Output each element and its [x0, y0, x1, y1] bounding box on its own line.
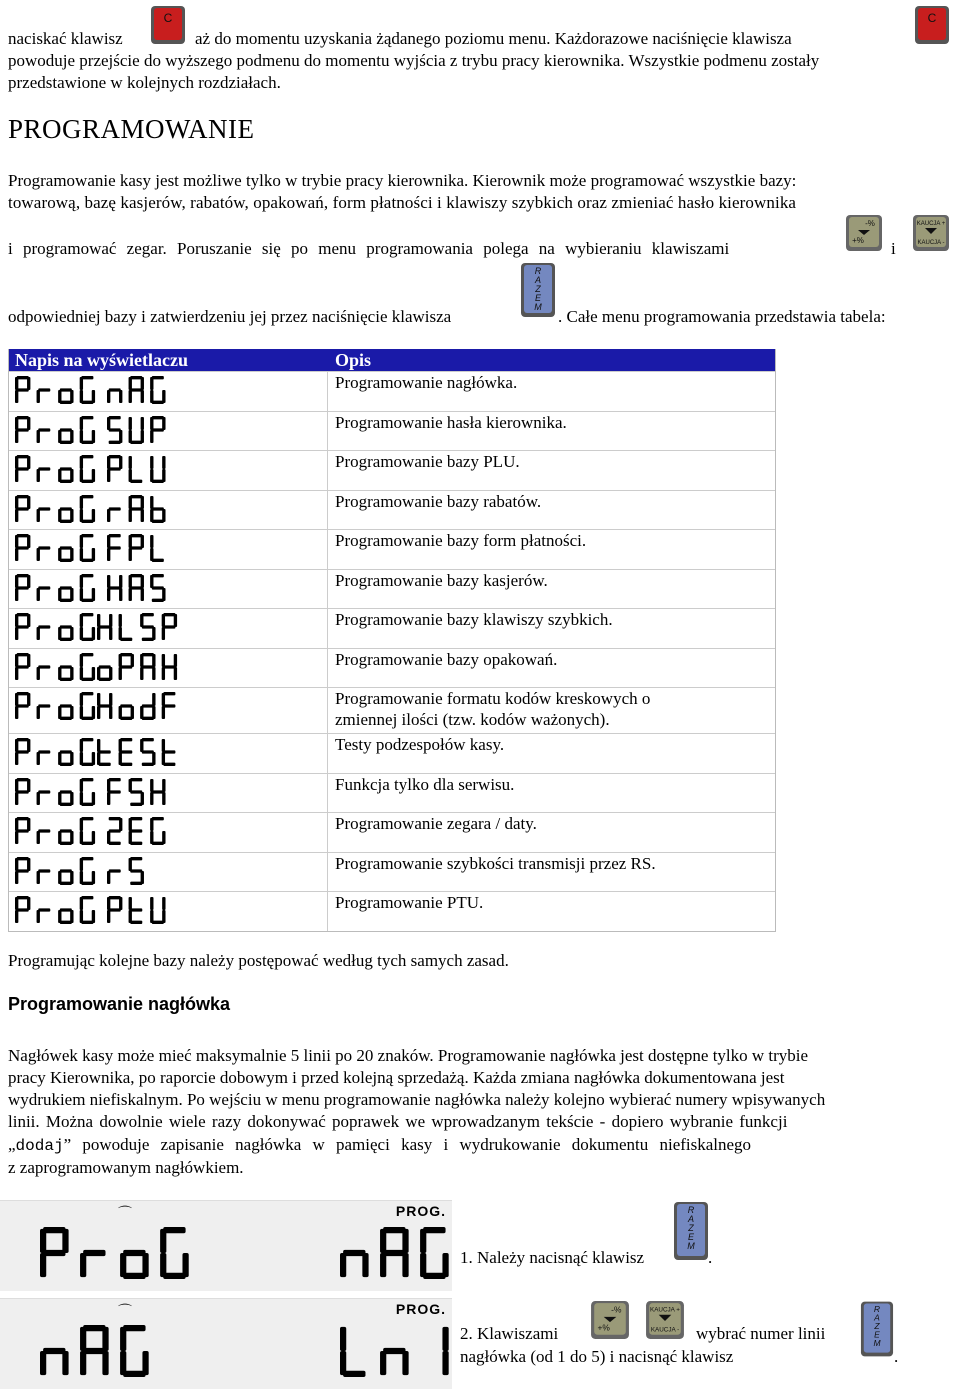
svg-text:A: A — [874, 1312, 880, 1323]
table-row — [9, 411, 775, 451]
description-line: Programowanie nagłówka. — [335, 373, 518, 392]
display-cell — [9, 372, 328, 411]
razem-key-icon — [860, 1298, 894, 1360]
display-word-right — [107, 416, 172, 451]
header-display: Napis na wyświetlaczu — [15, 350, 189, 370]
display-word-left — [15, 495, 101, 530]
display-word-left — [15, 653, 101, 688]
subsection-title: Programowanie nagłówka — [8, 994, 231, 1014]
step-1: 1. Należy nacisnąć klawisz — [460, 1248, 645, 1267]
description-cell — [335, 688, 771, 730]
display-word-right — [107, 455, 172, 490]
table-header — [9, 349, 775, 371]
svg-text:A: A — [687, 1214, 695, 1224]
display-word-right — [107, 857, 150, 892]
para2-line-1: Nagłówek kasy może mieć maksymalnie 5 linii po 20 znaków. Programowanie nagłówka jest dostępne tylko w trybie — [8, 1046, 809, 1065]
description-cell — [335, 491, 771, 512]
display-cell — [9, 688, 328, 733]
display-word-right — [107, 896, 172, 931]
display-cell — [9, 609, 328, 648]
description-line: Programowanie bazy rabatów. — [335, 491, 542, 511]
svg-text:KAUCJA +: KAUCJA + — [650, 1306, 680, 1314]
display-word-left — [15, 376, 101, 411]
table-row — [9, 608, 775, 648]
display-word-left — [15, 416, 101, 451]
description-line: Programowanie zegara / daty. — [335, 814, 537, 833]
svg-text:-%: -% — [865, 219, 875, 228]
svg-text:+%: +% — [597, 1322, 610, 1333]
display-word-left — [15, 896, 101, 931]
svg-text:Z: Z — [688, 1223, 694, 1233]
table-row — [9, 852, 775, 892]
display-word-left — [15, 455, 101, 490]
table-row — [9, 773, 775, 813]
table-row — [9, 648, 775, 688]
table-row — [9, 687, 775, 733]
description-cell — [335, 649, 771, 670]
table-row — [9, 529, 775, 569]
description-line: Programowanie bazy form płatności. — [335, 531, 587, 550]
display-word-right — [107, 574, 172, 609]
step-1-end: . — [708, 1248, 713, 1267]
svg-text:R: R — [534, 266, 542, 276]
description-cell — [335, 372, 771, 393]
description-cell — [335, 412, 771, 433]
description-cell — [335, 530, 771, 551]
menu-table — [8, 349, 776, 932]
display-word-right — [107, 817, 172, 852]
display-cell — [9, 412, 328, 451]
para2-line-6: z zaprogramowanym nagłówkiem. — [8, 1158, 244, 1177]
c-key-icon — [150, 5, 186, 45]
svg-text:R: R — [873, 1304, 881, 1314]
para2-line-5: „dodaj” powoduje zapisanie nagłówka w pamięci kasy i wydrukowanie dokumentu niefiskalnego — [8, 1135, 752, 1155]
svg-text:E: E — [874, 1329, 880, 1340]
intro-line-2: powoduje przejście do wyższego podmenu do momentu wyjścia z trybu pracy kierownika. Wszystkie podmenu zostały — [8, 51, 820, 70]
display-word-left — [15, 857, 101, 892]
display-cell — [9, 530, 328, 569]
signal-icon: ⌒ — [118, 1305, 132, 1320]
svg-text:C: C — [927, 11, 937, 25]
prog-indicator: PROG. — [395, 1301, 446, 1317]
description-line: Programowanie PTU. — [335, 893, 484, 912]
svg-text:Z: Z — [874, 1321, 880, 1331]
display-word-left — [15, 738, 101, 773]
description-cell — [335, 813, 771, 834]
description-cell — [335, 570, 771, 591]
description-line: Testy podzespołów kasy. — [335, 735, 505, 754]
svg-text:KAUCJA +: KAUCJA + — [916, 221, 946, 227]
description-cell — [335, 853, 771, 874]
svg-text:KAUCJA -: KAUCJA - — [917, 240, 945, 246]
kaucja-key-icon — [645, 1300, 685, 1340]
after-table-text: Programując kolejne bazy należy postępować według tych samych zasad. — [8, 951, 509, 970]
prog-indicator: PROG. — [395, 1203, 446, 1219]
display-word-left — [15, 817, 101, 852]
table-row — [9, 891, 775, 931]
table-row — [9, 490, 775, 530]
display-word-right — [107, 778, 172, 813]
display-word-right — [107, 376, 172, 411]
description-line: Programowanie bazy PLU. — [335, 452, 520, 471]
description-line: Programowanie formatu kodów kreskowych o — [335, 689, 651, 708]
svg-text:A: A — [534, 275, 542, 285]
description-cell — [335, 451, 771, 472]
description-line: Programowanie hasła kierownika. — [335, 412, 567, 432]
svg-text:R: R — [687, 1205, 695, 1215]
table-row — [9, 450, 775, 490]
table-row — [9, 371, 775, 411]
razem-key-icon — [520, 262, 556, 318]
description-line: Programowanie bazy klawiszy szybkich. — [335, 610, 613, 629]
percent-key-icon — [590, 1300, 630, 1340]
intro-line-1b: aż do momentu uzyskania żądanego poziomu menu. Każdorazowe naciśnięcie klawisza — [195, 29, 792, 48]
svg-text:M: M — [873, 1338, 881, 1348]
kaucja-key-icon — [912, 214, 950, 252]
c-key-icon-2 — [914, 5, 950, 45]
display-word-right — [107, 495, 172, 530]
step-2-end: . — [894, 1347, 899, 1366]
para1-line-3b: i — [891, 239, 896, 258]
table-row — [9, 569, 775, 609]
para1-line-1: Programowanie kasy jest możliwe tylko w trybie pracy kierownika. Kierownik może programować wszystkie bazy: — [8, 171, 797, 190]
svg-text:Z: Z — [535, 284, 541, 294]
svg-text:KAUCJA -: KAUCJA - — [650, 1326, 680, 1334]
panel-2-left — [40, 1325, 160, 1384]
description-line: Programowanie szybkości transmisji przez RS. — [335, 853, 656, 873]
razem-key-icon — [673, 1201, 709, 1261]
display-panel-1 — [0, 1200, 452, 1291]
display-word-left — [15, 534, 101, 569]
para1-line-4b: . Całe menu programowania przedstawia tabela: — [558, 307, 886, 326]
table-row — [9, 733, 775, 773]
display-cell — [9, 892, 328, 931]
section-title: PROGRAMOWANIE — [8, 114, 255, 144]
percent-key-icon — [845, 214, 883, 252]
para2-line-4: linii. Można dowolnie wiele razy dokonywać poprawek we wprowadzanym tekście - dopiero wybranie funkcji — [8, 1112, 788, 1131]
description-cell — [335, 734, 771, 755]
display-word-right — [97, 653, 183, 688]
svg-text:C: C — [163, 11, 173, 25]
para2-line-3: wydrukiem niefiskalnym. Po wejściu w menu programowanie nagłówka należy kolejno wybierać numery wpisywanych — [8, 1090, 826, 1109]
code-dodaj: dodaj — [15, 1137, 64, 1155]
step-2c: nagłówka (od 1 do 5) i nacisnąć klawisz — [460, 1347, 734, 1366]
display-word-right — [97, 613, 183, 648]
panel-1-left — [40, 1227, 200, 1286]
svg-text:M: M — [534, 302, 542, 312]
description-line: Programowanie bazy kasjerów. — [335, 570, 548, 590]
display-word-left — [15, 574, 101, 609]
step-2a: 2. Klawiszami — [460, 1324, 559, 1343]
step-2b: wybrać numer linii — [696, 1324, 826, 1343]
display-panel-2 — [0, 1298, 452, 1389]
display-word-right — [107, 534, 172, 569]
intro-line-3: przedstawione w kolejnych rozdziałach. — [8, 73, 281, 92]
table-row — [9, 812, 775, 852]
svg-text:E: E — [687, 1232, 695, 1242]
svg-text:-%: -% — [611, 1304, 622, 1315]
signal-icon: ⌒ — [118, 1207, 132, 1222]
description-line: zmiennej ilości (tzw. kodów ważonych). — [335, 710, 610, 729]
para1-line-3: i programować zegar. Poruszanie się po menu programowania polega na wybieraniu klawiszami — [8, 239, 730, 258]
svg-text:M: M — [687, 1241, 695, 1251]
description-cell — [335, 609, 771, 630]
panel-1-right — [340, 1227, 460, 1286]
display-word-right — [97, 692, 183, 727]
description-line: Programowanie bazy opakowań. — [335, 649, 558, 669]
display-cell — [9, 451, 328, 490]
display-word-left — [15, 692, 101, 727]
display-cell — [9, 853, 328, 892]
intro-line-1: naciskać klawisz — [8, 29, 123, 48]
display-cell — [9, 774, 328, 813]
svg-text:+%: +% — [852, 236, 864, 245]
display-cell — [9, 734, 328, 773]
para1-line-4: odpowiedniej bazy i zatwierdzeniu jej przez naciśnięcie klawisza — [8, 307, 452, 326]
display-word-left — [15, 613, 101, 648]
display-word-right — [97, 738, 183, 773]
header-description: Opis — [335, 350, 372, 370]
para2-line-2: pracy Kierownika, po raporcie dobowym i przed kolejną sprzedażą. Każda zmiana nagłówka dokumentowana jest — [8, 1068, 785, 1087]
display-cell — [9, 813, 328, 852]
description-cell — [335, 892, 771, 913]
display-cell — [9, 491, 328, 530]
para1-line-2: towarową, bazę kasjerów, rabatów, opakowań, form płatności i klawiszy szybkich oraz zmieniać hasło kierownika — [8, 193, 797, 212]
display-cell — [9, 649, 328, 688]
description-line: Funkcja tylko dla serwisu. — [335, 774, 515, 794]
svg-text:E: E — [534, 293, 542, 303]
panel-2-right — [340, 1325, 460, 1384]
display-word-left — [15, 778, 101, 813]
description-cell — [335, 774, 771, 795]
display-cell — [9, 570, 328, 609]
